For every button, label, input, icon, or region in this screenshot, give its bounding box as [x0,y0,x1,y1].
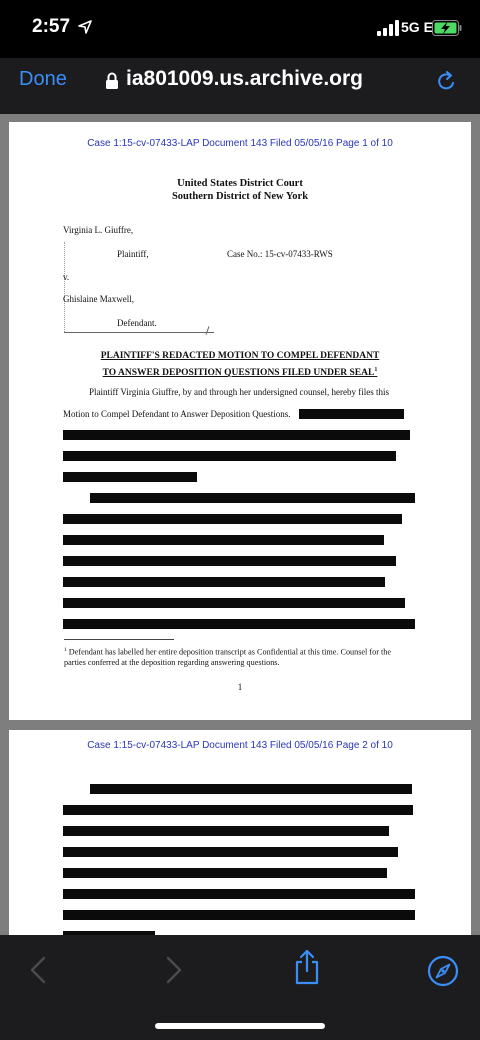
status-bar [0,0,480,58]
caption-slash [205,326,209,335]
footnote [64,645,414,669]
footnote-reference: 1 [374,367,378,373]
reload-icon[interactable] [434,70,458,94]
document-viewer[interactable] [0,114,480,935]
ecf-header: Case 1:15-cv-07433-LAP Document 143 Filed 05/05/16 Page 1 of 10 [87,138,393,149]
redaction-bar [63,430,410,440]
versus-text: v. [63,272,70,282]
redaction-bar [63,598,405,608]
url-address[interactable]: ia801009.us.archive.org [126,67,363,90]
footnote-number: 1 [64,647,67,653]
redaction-bar [63,868,387,878]
share-icon[interactable] [292,949,322,985]
home-indicator[interactable] [155,1023,325,1029]
court-district: Southern District of New York [171,191,309,202]
document-page-2 [9,730,471,935]
redaction-bar [63,514,402,524]
motion-title-line-2 [9,367,471,378]
body-line-1: Plaintiff Virginia Giuffre, by and through her undersigned counsel, hereby files this [89,387,389,397]
redaction-bar [63,826,389,836]
plaintiff-name: Virginia L. Giuffre, [63,225,134,235]
status-time: 2:57 [32,16,71,37]
redaction-bar [90,784,412,794]
ecf-header: Case 1:15-cv-07433-LAP Document 143 Filed 05/05/16 Page 2 of 10 [87,740,393,751]
redaction-bar [63,889,415,899]
motion-title-text: TO ANSWER DEPOSITION QUESTIONS FILED UNDER SEAL [102,368,375,379]
defendant-name: Ghislaine Maxwell, [63,294,134,304]
redaction-bar [63,619,415,629]
redaction-bar [63,910,415,920]
body-line-2: Motion to Compel Defendant to Answer Deposition Questions. [63,409,291,419]
defendant-label: Defendant. [117,318,157,328]
case-number: Case No.: 15-cv-07433-RWS [227,249,333,259]
court-name: United States District Court [177,178,303,189]
page-number: 1 [237,682,243,692]
caption-rule [64,332,214,333]
redaction-bar [63,472,197,482]
redaction-bar [63,535,384,545]
cellular-signal-icon [376,20,400,36]
forward-icon[interactable] [160,955,186,985]
back-icon[interactable] [26,955,52,985]
battery-charging-icon [432,20,462,36]
compass-icon[interactable] [427,955,459,987]
caption-bracket [64,242,65,332]
footnote-text: Defendant has labelled her entire deposition transcript as Confidential at this time. Counsel for the parties conferred at the deposition regarding answering questions. [64,647,391,668]
motion-title-line-1: PLAINTIFF'S REDACTED MOTION TO COMPEL DEFENDANT [100,351,380,361]
browser-nav-bar [0,58,480,114]
footnote-rule [64,639,174,640]
redaction-bar [299,409,404,419]
lock-icon [105,72,119,90]
network-type: 5G E [401,19,433,35]
redaction-bar [63,451,396,461]
redaction-bar [63,556,396,566]
done-button[interactable]: Done [19,68,67,90]
redaction-bar [63,847,398,857]
browser-toolbar [0,935,480,1040]
redaction-bar [90,493,415,503]
document-page-1 [9,122,471,720]
plaintiff-label: Plaintiff, [117,249,149,259]
location-arrow-icon [78,20,92,34]
redaction-bar [63,577,385,587]
redaction-bar [63,805,413,815]
